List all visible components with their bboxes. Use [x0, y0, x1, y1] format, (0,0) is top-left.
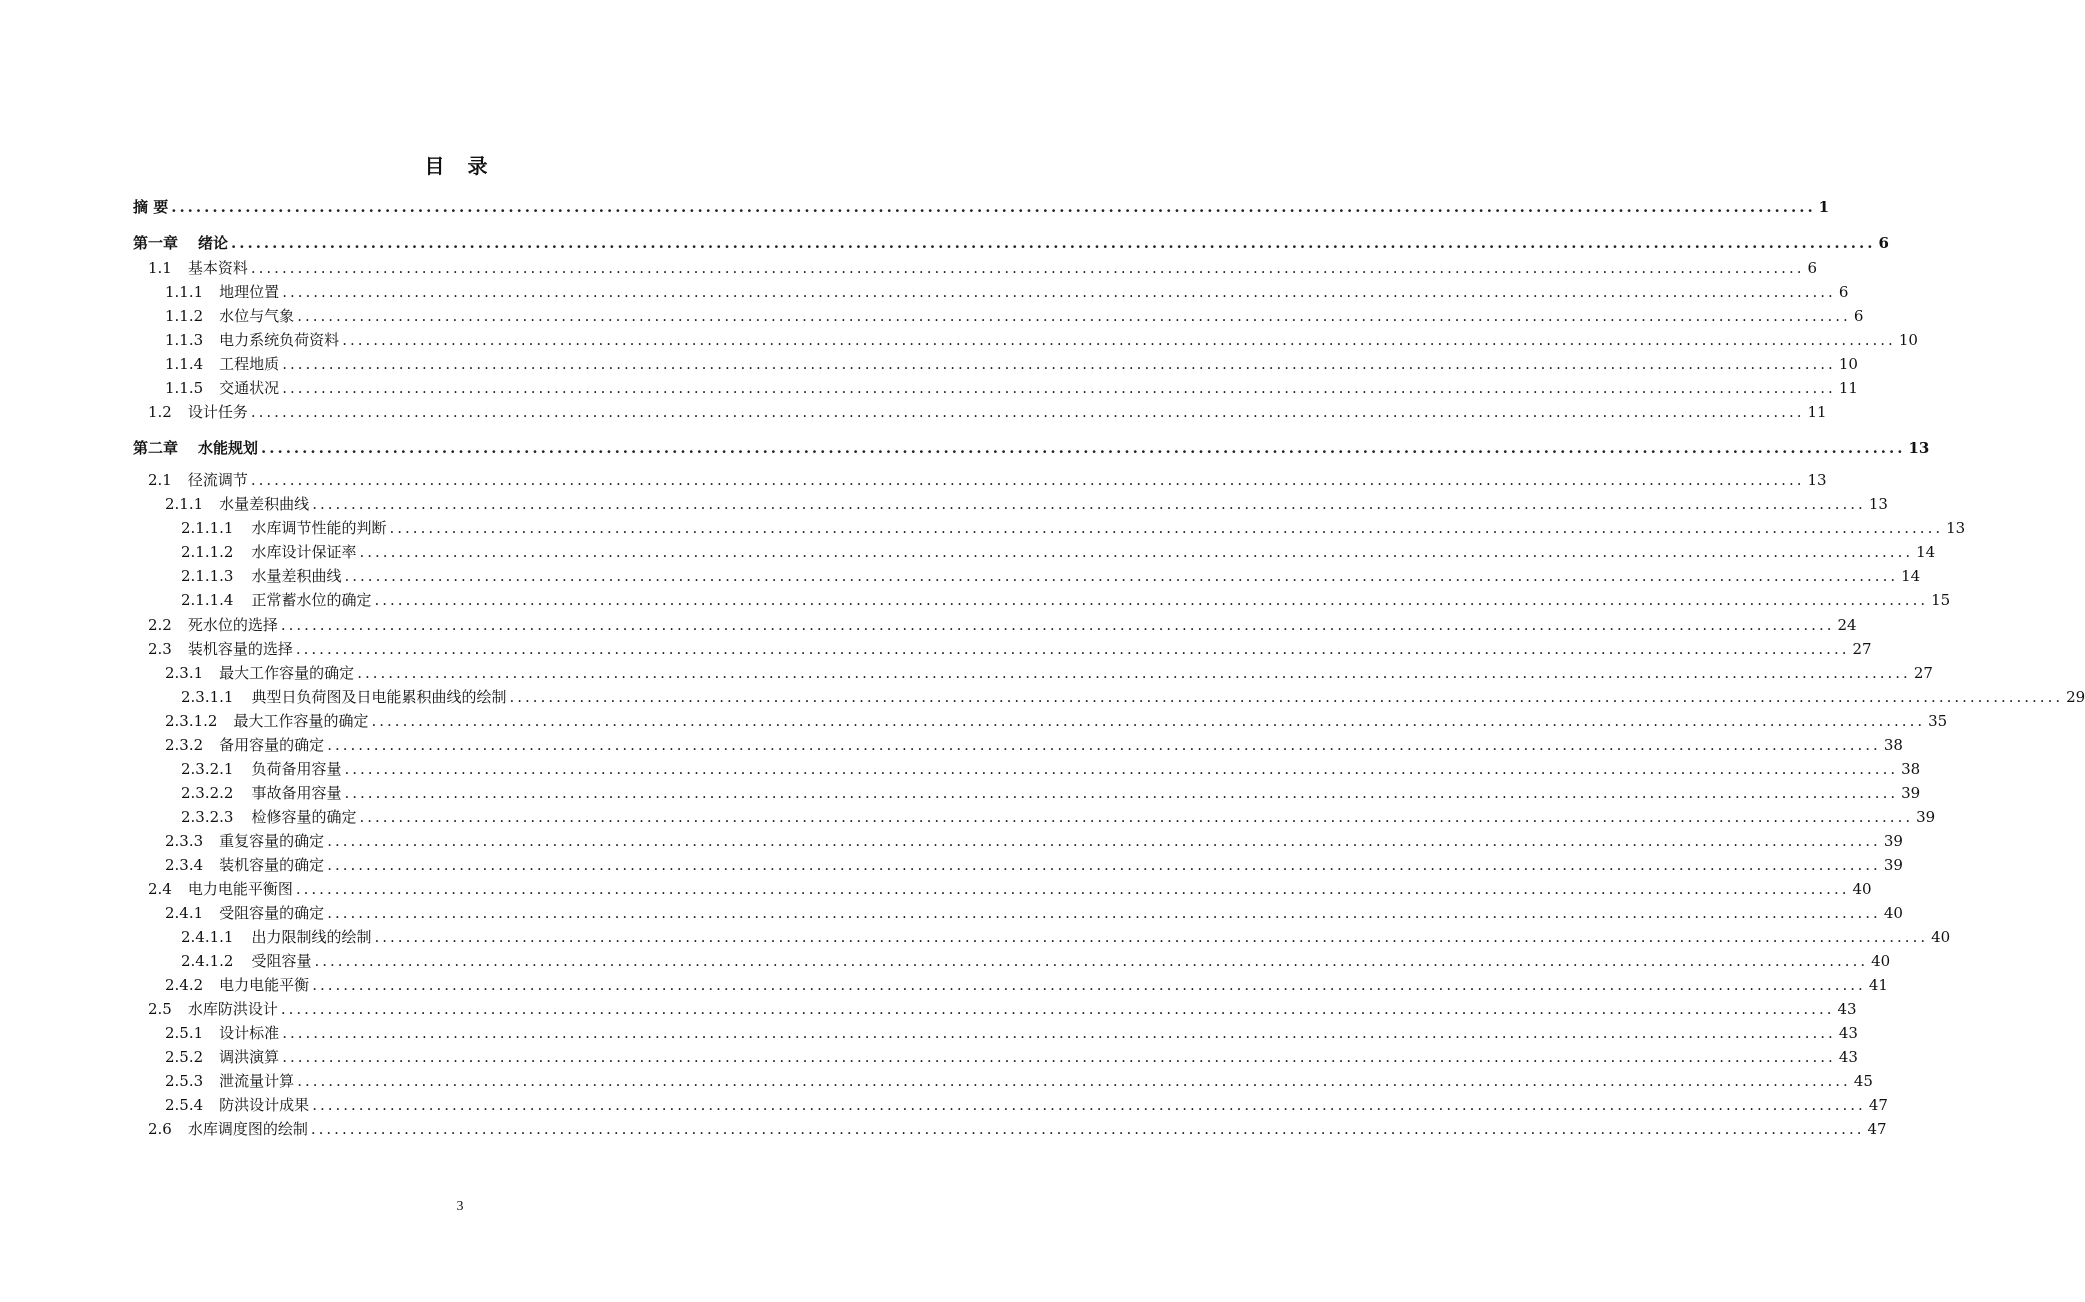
toc-entry — [181, 541, 1936, 563]
toc-entry-title: 水量差积曲线 — [251, 567, 342, 585]
toc-entry-number: 1.1 — [148, 259, 172, 277]
toc-entry-page: 39 — [1916, 808, 1936, 826]
toc-entry-title: 正常蓄水位的确定 — [251, 591, 372, 609]
toc-entry — [165, 1046, 1858, 1068]
toc-entry-title: 水库调度图的绘制 — [187, 1120, 308, 1138]
toc-entry — [165, 493, 1888, 515]
toc-dot-leader: ........................................................................................................................................................................................................ — [327, 904, 1881, 922]
toc-dot-leader: ........................................................................................................................................................................................................ — [250, 471, 1805, 489]
toc-entry-title: 装机容量的选择 — [187, 640, 293, 658]
toc-entry-page: 40 — [1883, 904, 1903, 922]
toc-entry-number: 第一章 — [133, 234, 179, 252]
toc-entry — [133, 196, 1830, 218]
toc-entry-page: 24 — [1837, 616, 1857, 634]
toc-entry-page: 38 — [1901, 760, 1921, 778]
toc-entry — [165, 734, 1903, 756]
toc-dot-leader: ........................................................................................................................................................................................................ — [310, 1120, 1865, 1138]
toc-entry-page: 47 — [1868, 1096, 1888, 1114]
toc-entry — [133, 437, 1930, 459]
toc-dot-leader: ........................................................................................................................................................................................................ — [342, 331, 1896, 349]
toc-entry-title: 备用容量的确定 — [219, 736, 325, 754]
toc-dot-leader: ........................................................................................................................................................................................................ — [295, 640, 1850, 658]
toc-entry — [165, 329, 1918, 351]
toc-entry — [148, 998, 1857, 1020]
toc-dot-leader: ........................................................................................................................................................................................................ — [280, 1000, 1835, 1018]
toc-entry — [181, 926, 1951, 948]
toc-entry-title: 水库设计保证率 — [251, 543, 357, 561]
toc-entry-page: 43 — [1837, 1000, 1857, 1018]
toc-entry-number: 2.1.1.4 — [181, 591, 234, 609]
toc-entry-number: 2.4.1.2 — [181, 952, 234, 970]
toc-entry-page: 6 — [1878, 234, 1889, 252]
toc-entry-number: 2.5.3 — [165, 1072, 204, 1090]
toc-dot-leader: ........................................................................................................................................................................................................ — [282, 379, 1836, 397]
toc-entry-number: 2.3.1.1 — [181, 688, 234, 706]
toc-dot-leader: ........................................................................................................................................................................................................ — [250, 259, 1805, 277]
toc-entry-number: 2.1 — [148, 471, 172, 489]
toc-entry — [181, 782, 1921, 804]
toc-entry — [165, 1022, 1858, 1044]
toc-entry-number: 2.2 — [148, 616, 172, 634]
toc-dot-leader: ........................................................................................................................................................................................................ — [344, 760, 1899, 778]
toc-entry-page: 10 — [1838, 355, 1858, 373]
toc-entry — [148, 614, 1857, 636]
toc-entry-title: 电力电能平衡 — [219, 976, 310, 994]
toc-entry-page: 13 — [1807, 471, 1827, 489]
toc-entry-page: 39 — [1883, 856, 1903, 874]
toc-entry-page: 14 — [1901, 567, 1921, 585]
toc-entry-number: 1.1.1 — [165, 283, 204, 301]
toc-entry-page: 40 — [1871, 952, 1891, 970]
toc-entry-number: 2.4.1.1 — [181, 928, 234, 946]
toc-entry-title: 事故备用容量 — [251, 784, 342, 802]
toc-entry-title: 装机容量的确定 — [219, 856, 325, 874]
toc-entry-page: 47 — [1867, 1120, 1887, 1138]
toc-entry-title: 水库调节性能的判断 — [251, 519, 387, 537]
toc-entry-title: 水库防洪设计 — [187, 1000, 278, 1018]
toc-entry-number: 摘 要 — [133, 198, 169, 216]
toc-entry — [181, 758, 1921, 780]
toc-entry — [133, 232, 1889, 254]
toc-entry-title: 最大工作容量的确定 — [233, 712, 369, 730]
toc-entry-title: 电力系统负荷资料 — [219, 331, 340, 349]
toc-entry-number: 1.1.2 — [165, 307, 204, 325]
toc-entry-page: 35 — [1928, 712, 1948, 730]
toc-entry — [165, 662, 1933, 684]
toc-dot-leader: ........................................................................................................................................................................................................ — [374, 928, 1929, 946]
toc-entry-number: 2.1.1.3 — [181, 567, 234, 585]
toc-entry-page: 13 — [1908, 439, 1930, 457]
toc-entry-title: 径流调节 — [187, 471, 248, 489]
toc-entry — [148, 257, 1818, 279]
toc-entry-page: 38 — [1883, 736, 1903, 754]
toc-dot-leader: ........................................................................................................................................................................................................ — [312, 1096, 1866, 1114]
toc-entry-number: 2.5.1 — [165, 1024, 204, 1042]
toc-title: 目 录 — [424, 154, 496, 178]
toc-entry-page: 40 — [1931, 928, 1951, 946]
toc-dot-leader: ........................................................................................................................................................................................................ — [389, 519, 1944, 537]
toc-entry-title: 泄流量计算 — [219, 1072, 295, 1090]
toc-entry — [148, 1118, 1887, 1140]
toc-entry — [165, 710, 1948, 732]
toc-entry-number: 2.1.1.1 — [181, 519, 234, 537]
toc-entry-number: 2.3 — [148, 640, 172, 658]
toc-entry-number: 2.3.2 — [165, 736, 204, 754]
toc-entry — [148, 638, 1872, 660]
toc-dot-leader: ........................................................................................................................................................................................................ — [374, 591, 1929, 609]
toc-entry-title: 电力电能平衡图 — [187, 880, 293, 898]
toc-entry — [148, 401, 1827, 423]
toc-dot-leader: ........................................................................................................................................................................................................ — [280, 616, 1835, 634]
toc-entry-page: 40 — [1852, 880, 1872, 898]
toc-entry-page: 13 — [1868, 495, 1888, 513]
toc-entry — [165, 353, 1858, 375]
toc-entry — [165, 854, 1903, 876]
toc-dot-leader: ........................................................................................................................................................................................................ — [282, 1024, 1836, 1042]
toc-entry-number: 1.1.3 — [165, 331, 204, 349]
toc-entry-page: 43 — [1838, 1048, 1858, 1066]
toc-entry-number: 1.2 — [148, 403, 172, 421]
toc-entry-page: 41 — [1868, 976, 1888, 994]
toc-dot-leader: ........................................................................................................................................................................................................ — [171, 198, 1816, 216]
toc-entry-title: 水位与气象 — [219, 307, 295, 325]
toc-dot-leader: ........................................................................................................................................................................................................ — [509, 688, 2064, 706]
toc-entry-page: 6 — [1853, 307, 1864, 325]
toc-entry-title: 检修容量的确定 — [251, 808, 357, 826]
toc-entry-number: 2.5.4 — [165, 1096, 204, 1114]
toc-dot-leader: ........................................................................................................................................................................................................ — [327, 832, 1881, 850]
toc-entry-title: 设计任务 — [187, 403, 248, 421]
toc-dot-leader: ........................................................................................................................................................................................................ — [314, 952, 1869, 970]
toc-dot-leader: ........................................................................................................................................................................................................ — [359, 808, 1914, 826]
toc-dot-leader: ........................................................................................................................................................................................................ — [371, 712, 1926, 730]
toc-entry-page: 39 — [1883, 832, 1903, 850]
toc-dot-leader: ........................................................................................................................................................................................................ — [295, 880, 1850, 898]
toc-entry — [181, 950, 1891, 972]
toc-entry-number: 2.3.2.1 — [181, 760, 234, 778]
toc-dot-leader: ........................................................................................................................................................................................................ — [282, 283, 1836, 301]
toc-dot-leader: ........................................................................................................................................................................................................ — [261, 439, 1906, 457]
toc-entry-page: 11 — [1807, 403, 1827, 421]
toc-entry-number: 2.4.2 — [165, 976, 204, 994]
toc-entry-title: 水能规划 — [198, 439, 259, 457]
toc-entry-number: 2.1.1.2 — [181, 543, 234, 561]
toc-entry — [165, 1070, 1873, 1092]
toc-dot-leader: ........................................................................................................................................................................................................ — [312, 495, 1866, 513]
toc-entry-page: 27 — [1913, 664, 1933, 682]
toc-dot-leader: ........................................................................................................................................................................................................ — [297, 307, 1851, 325]
toc-entry-title: 绪论 — [198, 234, 229, 252]
toc-entry-number: 2.3.1 — [165, 664, 204, 682]
toc-entry-number: 2.6 — [148, 1120, 172, 1138]
toc-entry — [181, 806, 1936, 828]
toc-entry-title: 最大工作容量的确定 — [219, 664, 355, 682]
toc-entry-title: 调洪演算 — [219, 1048, 280, 1066]
toc-dot-leader: ........................................................................................................................................................................................................ — [327, 856, 1881, 874]
toc-entry-page: 39 — [1901, 784, 1921, 802]
toc-entry — [165, 1094, 1888, 1116]
toc-entry — [165, 281, 1849, 303]
toc-entry — [181, 686, 2085, 708]
toc-entry-number: 2.1.1 — [165, 495, 204, 513]
toc-entry — [148, 469, 1827, 491]
toc-entry-page: 10 — [1898, 331, 1918, 349]
toc-dot-leader: ........................................................................................................................................................................................................ — [297, 1072, 1851, 1090]
toc-entry-number: 1.1.5 — [165, 379, 204, 397]
toc-entry-page: 13 — [1946, 519, 1966, 537]
toc-dot-leader: ........................................................................................................................................................................................................ — [357, 664, 1911, 682]
toc-entry-page: 6 — [1838, 283, 1849, 301]
toc-entry-number: 2.4 — [148, 880, 172, 898]
toc-entry-page: 45 — [1853, 1072, 1873, 1090]
toc-entry-page: 29 — [2066, 688, 2085, 706]
toc-entry-number: 第二章 — [133, 439, 179, 457]
toc-entry-number: 2.3.3 — [165, 832, 204, 850]
toc-entry-page: 11 — [1838, 379, 1858, 397]
toc-entry-number: 1.1.4 — [165, 355, 204, 373]
toc-entry-number: 2.3.1.2 — [165, 712, 218, 730]
toc-entry-title: 受阻容量 — [251, 952, 312, 970]
toc-entry-title: 受阻容量的确定 — [219, 904, 325, 922]
toc-entry-page: 27 — [1852, 640, 1872, 658]
toc-entry-page: 1 — [1818, 198, 1830, 216]
toc-entry — [165, 974, 1888, 996]
toc-entry — [165, 902, 1903, 924]
toc-entry-number: 2.4.1 — [165, 904, 204, 922]
toc-dot-leader: ........................................................................................................................................................................................................ — [282, 355, 1836, 373]
toc-dot-leader: ........................................................................................................................................................................................................ — [344, 784, 1899, 802]
toc-dot-leader: ........................................................................................................................................................................................................ — [359, 543, 1914, 561]
toc-dot-leader: ........................................................................................................................................................................................................ — [327, 736, 1881, 754]
toc-entry-title: 负荷备用容量 — [251, 760, 342, 778]
toc-dot-leader: ........................................................................................................................................................................................................ — [312, 976, 1866, 994]
toc-entry-title: 死水位的选择 — [187, 616, 278, 634]
toc-dot-leader: ........................................................................................................................................................................................................ — [344, 567, 1899, 585]
toc-entry-number: 2.5 — [148, 1000, 172, 1018]
toc-entry-title: 典型日负荷图及日电能累积曲线的绘制 — [251, 688, 507, 706]
toc-entry-title: 出力限制线的绘制 — [251, 928, 372, 946]
toc-entry-page: 43 — [1838, 1024, 1858, 1042]
toc-dot-leader: ........................................................................................................................................................................................................ — [282, 1048, 1836, 1066]
toc-entry — [181, 517, 1966, 539]
toc-entry-number: 2.5.2 — [165, 1048, 204, 1066]
toc-entry-page: 6 — [1807, 259, 1818, 277]
toc-entry — [165, 377, 1858, 399]
toc-entry — [181, 565, 1921, 587]
toc-entry — [148, 878, 1872, 900]
toc-entry-title: 设计标准 — [219, 1024, 280, 1042]
page-number: 3 — [456, 1199, 464, 1214]
toc-entry-number: 2.3.4 — [165, 856, 204, 874]
toc-dot-leader: ........................................................................................................................................................................................................ — [231, 234, 1876, 252]
toc-entry-page: 14 — [1916, 543, 1936, 561]
toc-entry-title: 水量差积曲线 — [219, 495, 310, 513]
toc-entry-title: 重复容量的确定 — [219, 832, 325, 850]
toc-entry-title: 防洪设计成果 — [219, 1096, 310, 1114]
toc-entry — [165, 830, 1903, 852]
toc-entry-number: 2.3.2.3 — [181, 808, 234, 826]
toc-dot-leader: ........................................................................................................................................................................................................ — [250, 403, 1805, 421]
toc-entry — [165, 305, 1864, 327]
toc-entry-title: 交通状况 — [219, 379, 280, 397]
toc-entry-title: 地理位置 — [219, 283, 280, 301]
toc-entry-number: 2.3.2.2 — [181, 784, 234, 802]
toc-entry — [181, 589, 1951, 611]
toc-entry-title: 工程地质 — [219, 355, 280, 373]
toc-entry-page: 15 — [1931, 591, 1951, 609]
toc-entry-title: 基本资料 — [187, 259, 248, 277]
